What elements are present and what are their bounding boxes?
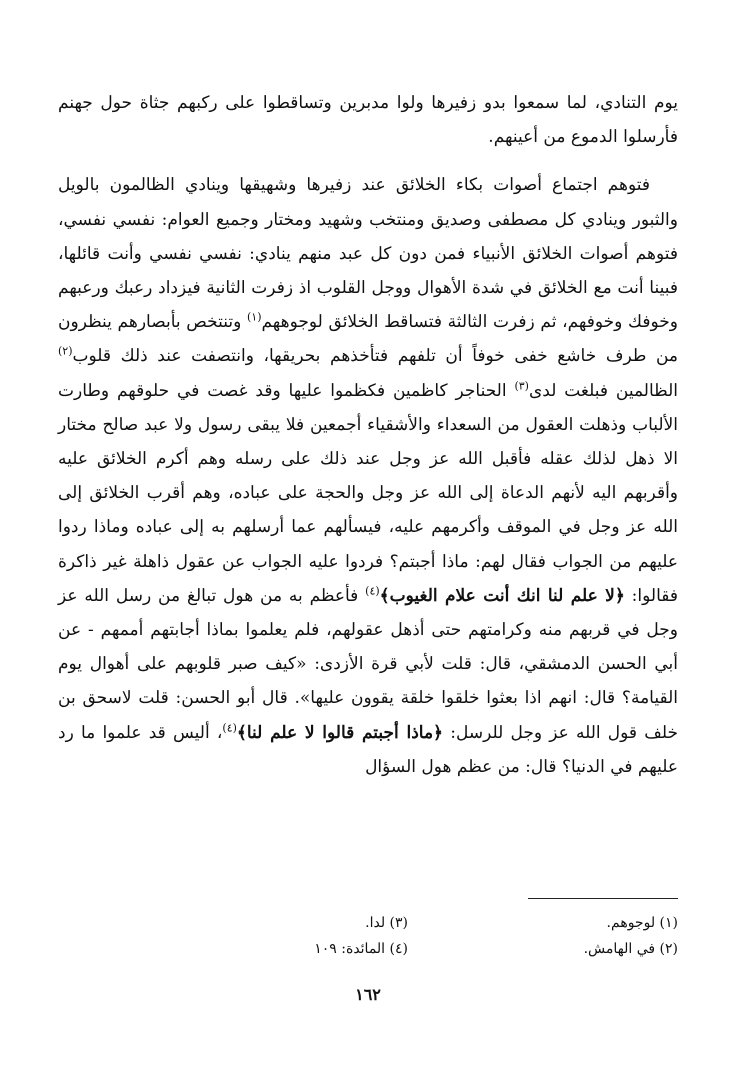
footnote-1: (١) لوجوهم. — [606, 915, 678, 931]
footnote-4: (٤) المائدة: ١٠٩ — [314, 941, 408, 957]
paragraph-2-text-b: وتنتخص بأبصارهم ينظرون من طرف خاشع خفى خوفاً أن تلفهم فتأخذهم بحريقها، وانتصفت عند ذلك قلوب — [58, 312, 678, 367]
footnote-3: (٣) لدا. — [365, 915, 408, 931]
paragraph-2-text-d: الحناجر كاظمين فكظموا عليها وقد غصت في حلوقهم وطارت الألباب وذهلت العقول من السعداء والأشقياء أجمعين فلا يبقى رسول ولا عبد صالح مختار الا ذهل لذلك عقله فأقبل الله عز وجل عند ذلك على رسله وهم أكرم الخلائق عليه وأقربهم اليه لأنهم الدعاة إلى الله عز وجل والحجة على عباده، وهم أقرب الخلائق إلى الله عز وجل في الموقف وأكرمهم عليه، فيسألهم عما أرسلهم به إلى عباده وماذا ردوا عليهم من الجواب فقال لهم: ماذا أجبتم؟ فردوا عليه الجواب عن عقول ذاهلة غير ذاكرة فقالوا: — [58, 380, 678, 606]
footnote-2: (٢) في الهامش. — [583, 941, 678, 957]
quran-quote-1: ﴿لا علم لنا انك أنت علام الغيوب﴾ — [379, 585, 625, 606]
footnote-ref-3: (٣) — [514, 378, 529, 392]
paragraph-1-text: يوم التنادي، لما سمعوا بدو زفيرها ولوا مدبرين وتساقطوا على ركبهم جثاة حول جهنم فأرسلوا الدموع من أعينهم. — [58, 93, 678, 148]
footnote-ref-4a: (٤) — [365, 584, 380, 598]
footnote-divider — [528, 898, 678, 899]
page-number: ١٦٢ — [355, 985, 381, 1004]
paragraph-1 — [58, 86, 678, 154]
footnotes-column-right — [438, 910, 678, 962]
footnote-ref-2: (٢) — [58, 344, 73, 358]
paragraph-2-text-c: الظالمين فبلغت لدى — [528, 380, 678, 401]
paragraph-2 — [58, 168, 678, 784]
footnotes-column-left — [208, 910, 408, 962]
footnote-ref-4b: (٤) — [222, 721, 237, 734]
quran-quote-2: ﴿ماذا أجبتم قالوا لا علم لنا﴾ — [236, 722, 444, 743]
paragraph-2-text-a: فتوهم اجتماع أصوات بكاء الخلائق عند زفيرها وشهيقها وينادي الظالمون بالويل والثبور وينادي كل مصطفى وصديق ومنتخب وشهيد ومختار وجميع العوام: نفسي نفسي، فتوهم أصوات الخلائق الأنبياء فمن دون كل عبد منهم ينادي: نفسي نفسي وأنت قائلها، فبينا أنت مع الخلائق في شدة الأهوال ووجل القلوب اذ زفرت الثانية فيزداد رعبك ورعبهم وخوفك وخوفهم، ثم زفرت الثالثة فتساقط الخلائق لوجوههم — [58, 175, 678, 333]
footnote-ref-1: (١) — [246, 310, 262, 324]
paragraph-2-text-f: ، أليس قد علموا ما رد عليهم في الدنيا؟ قال: من عظم هول السؤال — [58, 722, 678, 777]
main-text — [58, 86, 678, 784]
paragraph-2-text-e: فأعظم به من هول تبالغ من رسل الله عز وجل في قربهم منه وكرامتهم حتى أذهل عقولهم، فلم يعلموا بماذا أجابتهم أممهم - عن أبي الحسن الدمشقي، قال: قلت لأبي قرة الأزدى: «كيف صبر قلوبهم على أهوال يوم القيامة؟ قال: انهم اذا بعثوا خلقوا خلقة يقوون عليها». قال أبو الحسن: قلت لاسحق بن خلف قول الله عز وجل للرسل: — [58, 585, 678, 743]
